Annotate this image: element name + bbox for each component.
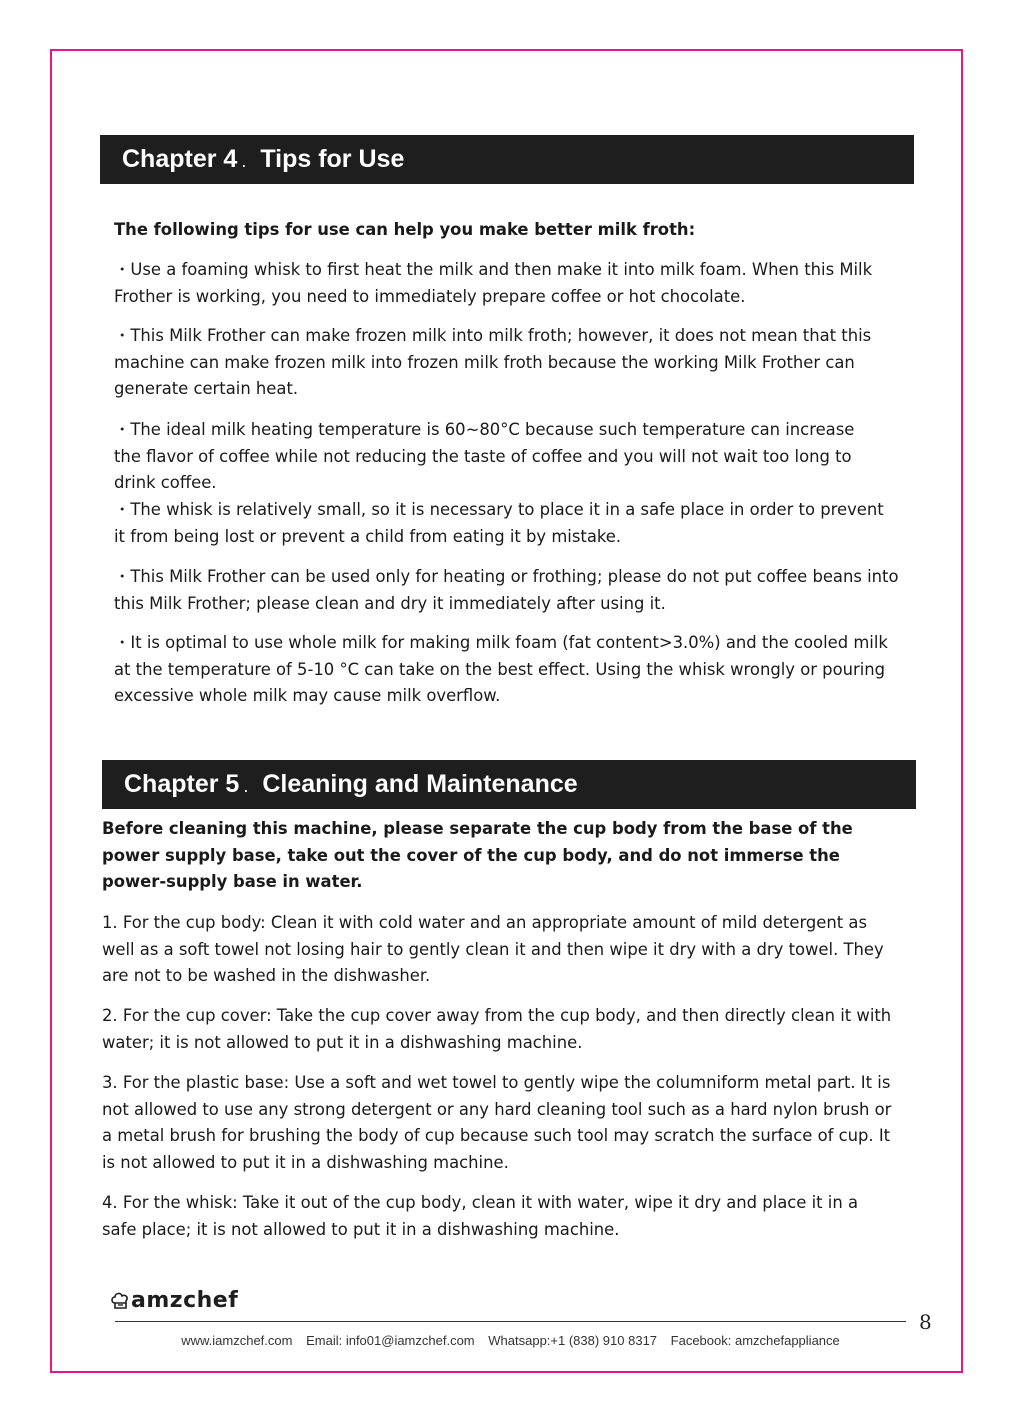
chapter-4-header <box>100 135 914 184</box>
tip-5 <box>114 564 904 617</box>
footer-website[interactable]: www.iamzchef.com <box>181 1333 293 1348</box>
step-2 <box>102 1003 892 1056</box>
tip-1 <box>114 257 884 310</box>
tip-2-text: ・This Milk Frother can make frozen milk into milk froth; however, it does not mean that this machine can make frozen milk into frozen milk froth because the working Milk Frother can generate certain heat. <box>114 326 872 398</box>
chapter-5-number: Chapter 5 <box>124 770 240 798</box>
chapter-5-header <box>102 760 916 809</box>
chapter-4-title: Tips for Use <box>260 145 405 173</box>
tip-3-text: ・The ideal milk heating temperature is 60~80°C because such temperature can increase the flavor of coffee while not reducing the taste of coffee and you will not wait too long to drink coffee. <box>114 420 855 492</box>
tip-3 <box>114 417 884 497</box>
step-4-text: 4. For the whisk: Take it out of the cup body, clean it with water, wipe it dry and place it in a safe place; it is not allowed to put it in a dishwashing machine. <box>102 1193 858 1239</box>
tip-6 <box>114 630 904 710</box>
step-3-text: 3. For the plastic base: Use a soft and wet towel to gently wipe the columniform metal part. It is not allowed to use any strong detergent or any hard cleaning tool such as a hard nylon brush or a metal brush for brushing the body of cup because such tool may scratch the surface of cup. It is not allowed to put it in a dishwashing machine. <box>102 1073 892 1172</box>
chapter-5-lead: Before cleaning this machine, please separate the cup body from the base of the power supply base, take out the cover of the cup body, and do not immerse the power-supply base in water. <box>102 819 853 891</box>
tip-2 <box>114 323 884 403</box>
step-3 <box>102 1070 892 1176</box>
page-number: 8 <box>919 1310 932 1334</box>
chapter-4-separator: . <box>241 151 247 171</box>
chapter-4-lead-text <box>114 217 904 244</box>
chapter-5-lead-text <box>102 816 872 896</box>
step-1-text: 1. For the cup body: Clean it with cold water and an appropriate amount of mild detergent as well as a soft towel not losing hair to gently clean it and then wipe it dry with a dry towel. They are not to be washed in the dishwasher. <box>102 913 884 985</box>
chapter-4-number: Chapter 4 <box>122 145 238 173</box>
tip-4-text: ・The whisk is relatively small, so it is necessary to place it in a safe place in order to prevent it from being lost or prevent a child from eating it by mistake. <box>114 500 884 546</box>
tip-4 <box>114 497 898 550</box>
tip-5-text: ・This Milk Frother can be used only for heating or frothing; please do not put coffee beans into this Milk Frother; please clean and dry it immediately after using it. <box>114 567 899 613</box>
chef-hat-icon <box>110 1292 130 1310</box>
step-1 <box>102 910 892 990</box>
footer-whatsapp: Whatsapp:+1 (838) 910 8317 <box>488 1333 658 1348</box>
footer-rule <box>115 1321 906 1322</box>
footer-contacts <box>115 1333 906 1348</box>
tip-1-text: ・Use a foaming whisk to first heat the milk and then make it into milk foam. When this Milk Frother is working, you need to immediately prepare coffee or hot chocolate. <box>114 260 873 306</box>
chapter-5-separator: . <box>243 776 249 796</box>
chapter-5-title: Cleaning and Maintenance <box>262 770 578 798</box>
brand-logo <box>110 1288 238 1313</box>
brand-name: amzchef <box>131 1288 239 1313</box>
step-4 <box>102 1190 892 1243</box>
footer-facebook[interactable]: Facebook: amzchefappliance <box>670 1333 840 1348</box>
step-2-text: 2. For the cup cover: Take the cup cover away from the cup body, and then directly clean it with water; it is not allowed to put it in a dishwashing machine. <box>102 1006 892 1052</box>
footer-email[interactable]: Email: info01@iamzchef.com <box>306 1333 475 1348</box>
tip-6-text: ・It is optimal to use whole milk for making milk foam (fat content>3.0%) and the cooled milk at the temperature of 5-10 °C can take on the best effect. Using the whisk wrongly or pouring excessive whole milk may cause milk overflow. <box>114 633 888 705</box>
chapter-4-lead: The following tips for use can help you make better milk froth: <box>114 220 696 239</box>
